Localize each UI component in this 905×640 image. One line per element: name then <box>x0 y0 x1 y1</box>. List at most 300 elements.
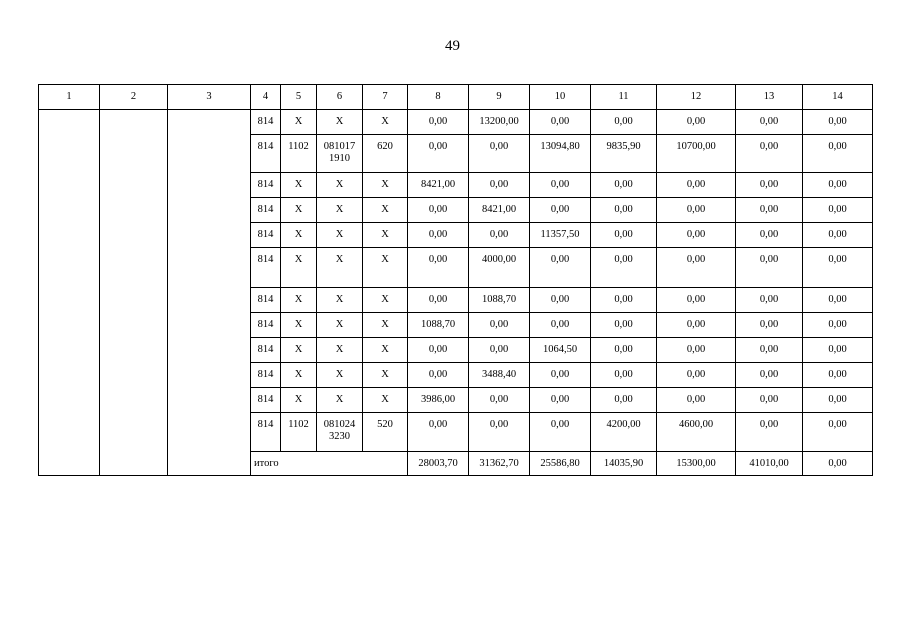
merged-empty-cell <box>168 110 251 476</box>
table-cell-text: 0,00 <box>550 204 570 215</box>
table-cell <box>363 413 408 452</box>
table-cell <box>408 248 469 288</box>
table-cell-text: Х <box>381 319 389 330</box>
column-header: 13 <box>736 85 803 110</box>
table-cell <box>591 363 657 388</box>
table-cell <box>530 248 591 288</box>
table-cell <box>408 288 469 313</box>
total-value <box>803 452 873 476</box>
table-cell <box>281 135 317 173</box>
table-cell-text: 0,00 <box>686 394 706 405</box>
table-cell-text: 0,00 <box>428 141 448 152</box>
table-cell <box>530 288 591 313</box>
table-cell <box>469 110 530 135</box>
table-cell-text: 0,00 <box>428 419 448 430</box>
table-cell-text: 1064,50 <box>542 344 578 355</box>
table-cell-text: 0,00 <box>489 229 509 240</box>
table-cell-text: Х <box>335 179 344 190</box>
table-cell <box>657 173 736 198</box>
table-cell-text: 081017 1910 <box>323 141 356 164</box>
table-cell <box>469 388 530 413</box>
table-cell-text: 1088,70 <box>420 319 456 330</box>
column-header: 14 <box>803 85 873 110</box>
table-cell <box>281 413 317 452</box>
table-cell-text: 0,00 <box>489 141 509 152</box>
table-cell <box>736 135 803 173</box>
table-cell <box>803 413 873 452</box>
table-cell <box>317 413 363 452</box>
table-cell <box>803 248 873 288</box>
table-cell <box>281 313 317 338</box>
table-cell-text: 0,00 <box>428 254 448 265</box>
table-cell-text: 0,00 <box>614 319 633 330</box>
table-cell-text: 0,00 <box>614 204 633 215</box>
table-cell-text: 0,00 <box>686 229 706 240</box>
table-cell-text: 8421,00 <box>420 179 456 190</box>
table-cell <box>530 173 591 198</box>
table-cell <box>530 223 591 248</box>
table-cell-text: 10700,00 <box>676 141 716 152</box>
table-cell <box>591 135 657 173</box>
table-cell-text: 0,00 <box>759 116 779 127</box>
table-cell-text: 0,00 <box>759 394 779 405</box>
table-cell <box>363 110 408 135</box>
table-cell <box>317 338 363 363</box>
table-cell-text: 0,00 <box>828 141 847 152</box>
table-cell <box>281 288 317 313</box>
table-cell <box>363 135 408 173</box>
table-cell-text: 0,00 <box>614 294 633 305</box>
total-value-text: 15300,00 <box>676 458 716 469</box>
total-value <box>591 452 657 476</box>
table-cell <box>469 173 530 198</box>
table-cell-text: 0,00 <box>686 179 706 190</box>
table-cell-text: Х <box>294 229 303 240</box>
table-cell-text: 814 <box>257 116 274 127</box>
table-cell-text: Х <box>381 229 389 240</box>
header-row <box>39 85 873 110</box>
table-cell-text: 0,00 <box>828 319 847 330</box>
column-header: 12 <box>657 85 736 110</box>
table-cell-text: 814 <box>257 319 274 330</box>
table-cell <box>803 338 873 363</box>
table-cell <box>591 173 657 198</box>
table-cell <box>657 198 736 223</box>
total-value-text: 28003,70 <box>418 458 458 469</box>
table-cell <box>736 338 803 363</box>
table-cell-text: Х <box>294 179 303 190</box>
table-cell <box>530 363 591 388</box>
table-cell <box>736 388 803 413</box>
table-cell-text: 0,00 <box>489 394 509 405</box>
table-cell-text: 0,00 <box>614 254 633 265</box>
table-cell <box>408 198 469 223</box>
table-cell-text: 0,00 <box>428 294 448 305</box>
table-cell-text: Х <box>335 319 344 330</box>
table-cell-text: 520 <box>377 419 393 430</box>
table-cell <box>251 338 281 363</box>
table-cell <box>408 338 469 363</box>
table-cell <box>408 173 469 198</box>
table-cell-text: 0,00 <box>759 229 779 240</box>
table-cell-text: 1102 <box>288 141 309 152</box>
table-cell <box>317 135 363 173</box>
table-cell-text: 0,00 <box>686 254 706 265</box>
table-cell <box>251 173 281 198</box>
table-cell-text: Х <box>381 179 389 190</box>
table-cell <box>317 388 363 413</box>
table-cell-text: 0,00 <box>759 254 779 265</box>
table-cell <box>281 388 317 413</box>
table-cell <box>591 110 657 135</box>
table-cell-text: Х <box>294 369 303 380</box>
table-cell <box>469 135 530 173</box>
table-cell-text: 0,00 <box>828 344 847 355</box>
table-cell-text: Х <box>294 116 303 127</box>
table-cell-text: Х <box>335 204 344 215</box>
table-cell-text: 814 <box>257 229 274 240</box>
table-cell <box>657 338 736 363</box>
table-cell-text: 0,00 <box>614 179 633 190</box>
table-cell-text: 9835,90 <box>606 141 641 152</box>
column-header: 2 <box>100 85 168 110</box>
merged-empty-cell <box>39 110 100 476</box>
table-cell <box>363 388 408 413</box>
table-cell-text: Х <box>381 369 389 380</box>
table-cell <box>363 248 408 288</box>
table-cell <box>251 288 281 313</box>
table-cell <box>317 363 363 388</box>
table-cell <box>530 135 591 173</box>
table-cell-text: Х <box>294 344 303 355</box>
table-cell <box>317 288 363 313</box>
budget-table <box>38 84 873 476</box>
table-cell <box>469 288 530 313</box>
table-cell <box>469 313 530 338</box>
table-cell-text: 0,00 <box>686 294 706 305</box>
table-cell <box>657 135 736 173</box>
table-cell <box>657 363 736 388</box>
table-cell-text: 814 <box>257 204 274 215</box>
column-header: 9 <box>469 85 530 110</box>
table-cell-text: Х <box>381 204 389 215</box>
table-cell <box>408 363 469 388</box>
table-cell-text: 4000,00 <box>481 254 517 265</box>
table-cell-text: Х <box>294 294 303 305</box>
table-cell-text: Х <box>294 319 303 330</box>
table-cell-text: 0,00 <box>828 229 847 240</box>
table-cell <box>530 198 591 223</box>
table-cell-text: 0,00 <box>686 204 706 215</box>
table-cell <box>251 223 281 248</box>
table-cell-text: 814 <box>257 394 274 405</box>
table-cell-text: 081024 3230 <box>323 419 356 442</box>
table-cell-text: 0,00 <box>428 229 448 240</box>
total-value-text: 41010,00 <box>749 458 789 469</box>
table-cell <box>736 288 803 313</box>
table-cell <box>736 110 803 135</box>
table-cell-text: 0,00 <box>759 179 779 190</box>
table-cell-text: Х <box>335 394 344 405</box>
table-row <box>39 110 873 135</box>
table-cell <box>281 110 317 135</box>
column-header: 8 <box>408 85 469 110</box>
table-cell-text: Х <box>381 254 389 265</box>
table-cell <box>363 198 408 223</box>
table-cell-text: 814 <box>257 419 274 430</box>
table-cell-text: 620 <box>377 141 393 152</box>
table-cell <box>803 288 873 313</box>
table-cell-text: 0,00 <box>759 369 779 380</box>
table-cell <box>251 413 281 452</box>
table-cell <box>591 338 657 363</box>
table-cell <box>469 363 530 388</box>
table-cell-text: 4200,00 <box>606 419 641 430</box>
table-cell <box>657 223 736 248</box>
table-cell-text: 0,00 <box>428 344 448 355</box>
table-cell <box>530 388 591 413</box>
table-cell <box>736 248 803 288</box>
table-cell-text: 4600,00 <box>678 419 714 430</box>
table-cell-text: 0,00 <box>428 204 448 215</box>
column-header: 6 <box>317 85 363 110</box>
table-cell-text: Х <box>381 394 389 405</box>
table-cell <box>803 313 873 338</box>
table-cell-text: Х <box>294 204 303 215</box>
table-cell <box>657 313 736 338</box>
table-cell <box>408 413 469 452</box>
table-cell-text: Х <box>335 344 344 355</box>
table-cell <box>736 413 803 452</box>
table-cell-text: 0,00 <box>614 394 633 405</box>
table-cell <box>251 388 281 413</box>
column-header: 3 <box>168 85 251 110</box>
table-cell <box>317 248 363 288</box>
total-value <box>469 452 530 476</box>
table-cell <box>281 338 317 363</box>
table-cell-text: 3986,00 <box>420 394 456 405</box>
table-cell-text: Х <box>294 394 303 405</box>
table-cell <box>317 223 363 248</box>
table-cell <box>317 198 363 223</box>
table-cell <box>736 223 803 248</box>
table-cell-text: 0,00 <box>686 116 706 127</box>
table-cell <box>591 388 657 413</box>
table-cell-text: 13200,00 <box>479 116 519 127</box>
table-cell-text: 0,00 <box>550 294 570 305</box>
table-cell-text: 814 <box>257 254 274 265</box>
table-cell <box>469 338 530 363</box>
table-cell <box>281 198 317 223</box>
page-number: 49 <box>445 38 460 54</box>
table-cell <box>469 413 530 452</box>
table-cell <box>281 363 317 388</box>
total-label-text: итого <box>254 458 279 469</box>
merged-empty-cell <box>100 110 168 476</box>
total-value-text: 14035,90 <box>603 458 644 469</box>
table-cell-text: 1088,70 <box>481 294 517 305</box>
table-cell <box>317 110 363 135</box>
table-cell <box>530 338 591 363</box>
table-cell-text: 0,00 <box>828 116 847 127</box>
table-cell-text: 0,00 <box>489 179 509 190</box>
table-cell <box>591 413 657 452</box>
table-cell <box>469 248 530 288</box>
table-cell <box>591 313 657 338</box>
table-cell-text: 0,00 <box>759 419 779 430</box>
table-cell <box>363 338 408 363</box>
table-cell-text: Х <box>335 229 344 240</box>
table-cell <box>736 198 803 223</box>
table-cell <box>469 198 530 223</box>
table-cell-text: 0,00 <box>614 229 633 240</box>
table-cell <box>591 248 657 288</box>
table-cell <box>317 173 363 198</box>
table-cell <box>251 363 281 388</box>
table-cell-text: 0,00 <box>759 344 779 355</box>
table-cell-text: Х <box>335 254 344 265</box>
table-cell <box>251 135 281 173</box>
table-cell <box>251 110 281 135</box>
table-cell-text: 0,00 <box>428 369 448 380</box>
table-cell-text: 814 <box>257 294 274 305</box>
table-cell-text: 0,00 <box>428 116 448 127</box>
table-cell-text: Х <box>381 344 389 355</box>
table-cell-text: 0,00 <box>828 394 847 405</box>
table-cell-text: 0,00 <box>686 344 706 355</box>
column-header: 1 <box>39 85 100 110</box>
column-header: 10 <box>530 85 591 110</box>
table-cell-text: Х <box>335 116 344 127</box>
table-cell-text: 0,00 <box>759 294 779 305</box>
table-cell <box>657 288 736 313</box>
table-cell-text: Х <box>381 294 389 305</box>
table-cell-text: 13094,80 <box>540 141 580 152</box>
table-cell <box>736 173 803 198</box>
table-cell <box>251 248 281 288</box>
table-cell <box>281 223 317 248</box>
table-cell-text: 0,00 <box>828 254 847 265</box>
table-cell <box>363 313 408 338</box>
table-cell-text: 0,00 <box>550 254 570 265</box>
total-value-text: 0,00 <box>828 458 847 469</box>
table-cell <box>530 313 591 338</box>
table-cell-text: Х <box>335 294 344 305</box>
table-cell-text: 0,00 <box>550 369 570 380</box>
table-cell-text: 0,00 <box>686 319 706 330</box>
table-cell <box>803 198 873 223</box>
table-cell <box>657 388 736 413</box>
table-cell-text: 0,00 <box>550 179 570 190</box>
table-cell <box>251 198 281 223</box>
table-cell-text: 3488,40 <box>481 369 517 380</box>
table-cell <box>803 363 873 388</box>
table-cell <box>736 363 803 388</box>
table-cell-text: 0,00 <box>828 369 847 380</box>
table-cell-text: 0,00 <box>489 419 509 430</box>
column-header: 7 <box>363 85 408 110</box>
table-cell-text: 814 <box>257 179 274 190</box>
table-cell-text: 0,00 <box>828 419 847 430</box>
table-cell-text: 0,00 <box>614 344 633 355</box>
total-value-text: 25586,80 <box>540 458 580 469</box>
table-cell <box>408 313 469 338</box>
table-cell <box>591 288 657 313</box>
table-cell <box>657 248 736 288</box>
table-cell-text: 0,00 <box>550 319 570 330</box>
table-cell <box>363 223 408 248</box>
table-cell <box>251 313 281 338</box>
total-value <box>530 452 591 476</box>
table-cell-text: 0,00 <box>828 294 847 305</box>
table-cell <box>363 363 408 388</box>
column-header: 5 <box>281 85 317 110</box>
table-cell <box>591 198 657 223</box>
table-cell <box>803 173 873 198</box>
table-cell-text: 814 <box>257 344 274 355</box>
table-cell-text: 0,00 <box>489 319 509 330</box>
total-label <box>251 452 408 476</box>
table-cell <box>803 388 873 413</box>
table-cell <box>281 248 317 288</box>
table-cell <box>363 288 408 313</box>
table-cell-text: 1102 <box>288 419 309 430</box>
table-cell <box>657 110 736 135</box>
table-cell <box>408 135 469 173</box>
table-cell <box>469 223 530 248</box>
total-value <box>736 452 803 476</box>
table-cell <box>530 413 591 452</box>
table-cell <box>363 173 408 198</box>
table-cell-text: 0,00 <box>550 419 570 430</box>
table-cell <box>657 413 736 452</box>
table-cell <box>803 110 873 135</box>
table-cell-text: 814 <box>257 141 274 152</box>
table-cell-text: 0,00 <box>759 141 779 152</box>
table-cell-text: 0,00 <box>759 319 779 330</box>
table-cell-text: 8421,00 <box>481 204 517 215</box>
table-cell-text: 0,00 <box>614 116 633 127</box>
table-cell <box>408 223 469 248</box>
total-value <box>657 452 736 476</box>
column-header: 11 <box>591 85 657 110</box>
table-cell-text: 0,00 <box>550 116 570 127</box>
total-value-text: 31362,70 <box>479 458 519 469</box>
table-cell <box>803 135 873 173</box>
table-cell-text: 11357,50 <box>540 229 580 240</box>
table-cell <box>408 388 469 413</box>
table-cell-text: Х <box>335 369 344 380</box>
table-cell <box>736 313 803 338</box>
table-cell-text: 814 <box>257 369 274 380</box>
table-cell-text: 0,00 <box>828 204 847 215</box>
table-cell-text: 0,00 <box>489 344 509 355</box>
table-cell-text: 0,00 <box>828 179 847 190</box>
table-cell-text: 0,00 <box>614 369 633 380</box>
table-cell-text: Х <box>381 116 389 127</box>
table-cell-text: Х <box>294 254 303 265</box>
table-cell-text: 0,00 <box>759 204 779 215</box>
table-cell-text: 0,00 <box>686 369 706 380</box>
table-cell <box>408 110 469 135</box>
column-header: 4 <box>251 85 281 110</box>
table-cell <box>803 223 873 248</box>
table-cell <box>317 313 363 338</box>
table-cell <box>591 223 657 248</box>
table-cell-text: 0,00 <box>550 394 570 405</box>
table-cell <box>530 110 591 135</box>
table-cell <box>281 173 317 198</box>
